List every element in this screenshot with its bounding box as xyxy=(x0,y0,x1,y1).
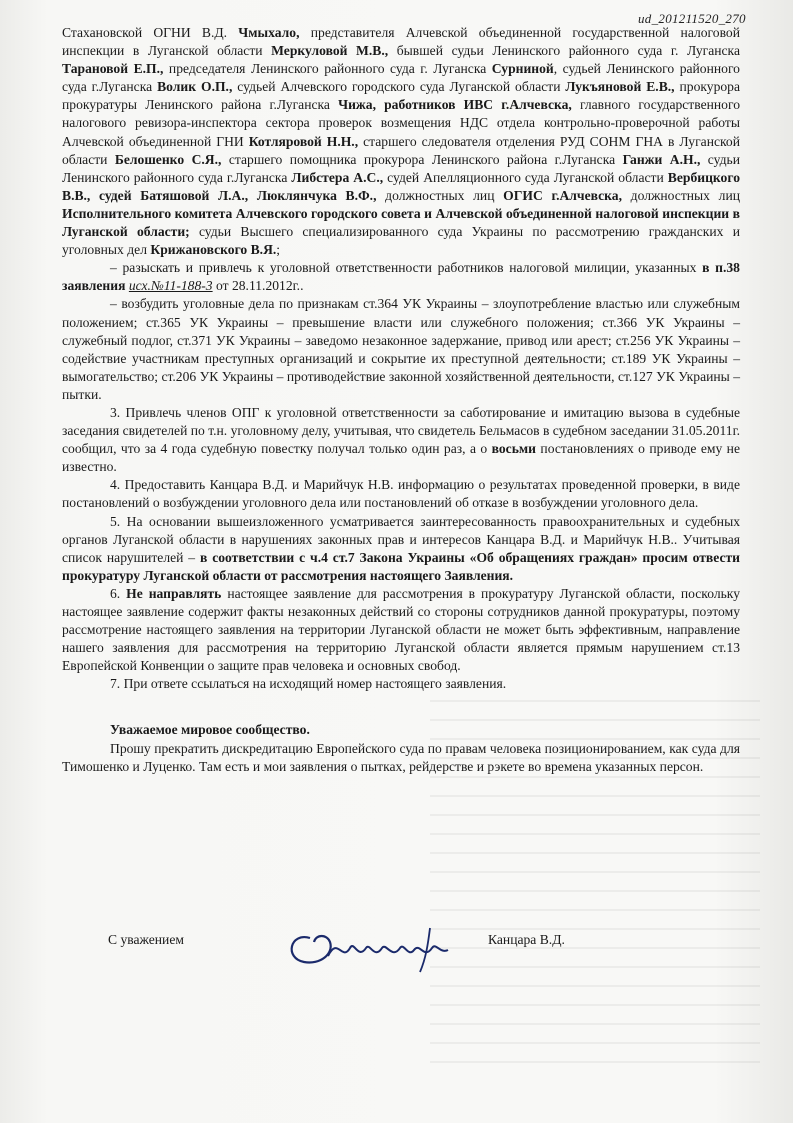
paragraph-text: председателя Ленинского районного суда г. Луганска xyxy=(163,61,492,77)
bold-text: восьми xyxy=(491,441,536,457)
paragraph-text: настоящее заявление для рассмотрения в прокуратуру Луганской области, поскольку настоящее заявление содержит факты незаконных действий со стороны сотрудников данной прокуратуры, поэтому рассмотрение настоящего заявления на территории Луганской области не может быть эффективным, направление нашего заявления для рассмотрения на территорию Луганской области является прямым нарушением ст.13 Европейской Конвенции о защите прав человека и основных свобод. xyxy=(62,585,741,674)
bold-name: Чижа, работников ИВС г.Алчевска, xyxy=(338,97,572,113)
paragraph-text: 6. xyxy=(110,585,127,601)
paragraph-text: судьи Ленинского районного суда г.Луганска xyxy=(62,151,740,185)
paragraph-text: Стахановской ОГНИ В.Д. xyxy=(62,25,239,40)
paragraph-text: должностных лиц xyxy=(376,187,504,203)
paragraph-item-7: 7. При ответе ссылаться на исходящий номер настоящего заявления. xyxy=(110,676,507,692)
paragraph-text: , судьей Ленинского районного суда г.Луганска xyxy=(62,61,740,95)
paragraph-text: судей Апелляционного суда Луганской области xyxy=(383,169,668,185)
paragraph-text: ; xyxy=(276,242,281,258)
bold-name: Тарановой Е.П., xyxy=(62,61,164,77)
bold-name: Лукъяновой Е.В., xyxy=(565,79,675,95)
bold-name: Крижановского В.Я. xyxy=(150,242,277,258)
paragraph-text: от 28.11.2012г.. xyxy=(212,278,304,294)
paragraph-item-6 xyxy=(62,585,740,675)
paragraph-text: бывшей судьи Ленинского районного суда г. Луганска xyxy=(388,43,740,59)
bold-name: Вербицкого В.В., судей Батяшовой Л.А., Люклянчука В.Ф., xyxy=(62,169,740,203)
paragraph-text: прокурора прокуратуры Ленинского района г.Луганска xyxy=(62,79,741,113)
paragraph-text: судьей Алчевского городского суда Луганской области xyxy=(232,79,566,95)
bold-name: Чмыхало, xyxy=(238,25,300,40)
paragraph-text: старшего следователя отделения РУД СОНМ ГНА в Луганской области xyxy=(62,133,740,167)
paragraph-officials-list xyxy=(62,24,740,259)
bold-text: в соответствии с ч.4 ст.7 Закона Украины «Об обращениях граждан» просим отвести прокуратуру Луганской области от рассмотрения настоящего Заявления. xyxy=(62,549,740,583)
greeting-heading: Уважаемое мировое сообщество. xyxy=(110,722,310,738)
paragraph-text: 3. Привлечь членов ОПГ к уголовной ответственности за саботирование и имитацию вызова в судебные заседания свидетелей по т.н. уголовному делу, учитывая, что свидетель Бельмасов в судебном заседании 31.05.2011г. сообщил, что за 4 года судебную повестку получал только один раз, а о xyxy=(62,404,741,457)
paragraph-criminal-cases: – возбудить уголовные дела по признакам ст.364 УК Украины – злоупотребление властью или служебным положением; ст.365 УК Украины – превышение власти или служебного положения; ст.366 УК Украины – служебный подлог, ст.371 УК Украины – заведомо незаконное задержание, привод или арест; ст.256 УК Украины – содействие участникам преступных организаций и сокрытие их преступной деятельности; ст.189 УК Украины – вымогательство; ст.206 УК Украины – противодействие законной хозяйственной деятельности, ст.127 УК Украины – пытки. xyxy=(62,296,740,402)
document-id: ud_201211520_270 xyxy=(638,11,746,26)
paragraph-item-5 xyxy=(62,513,740,585)
bold-text: в п.38 заявления xyxy=(62,260,740,294)
document-body xyxy=(62,24,740,776)
paragraph-text: представителя Алчевской объединенной государственной налоговой инспекции в Луганской области xyxy=(62,25,740,59)
bold-name: Волик О.П., xyxy=(157,79,233,95)
paragraph-text: судьи Высшего специализированного суда Украины по рассмотрению гражданских и уголовных дел xyxy=(62,224,740,258)
paragraph-text: главного государственного налогового ревизора-инспектора сектора проверок возмещения НДС отдела контрольно-проверочной работы Алчевской объединенной ГНИ xyxy=(62,97,741,149)
bold-name: Либстера А.С., xyxy=(291,169,384,185)
bold-name: Меркуловой М.В., xyxy=(271,43,389,59)
signatory-name: Канцара В.Д. xyxy=(488,932,565,947)
paragraph-text: старшего помощника прокурора Ленинского района г.Луганска xyxy=(221,151,623,167)
paragraph-tax-police xyxy=(62,259,740,295)
paragraph-item-4: 4. Предоставить Канцара В.Д. и Марийчук Н.В. информацию о результатах проведенной проверки, в виде постановлений о возбуждении уголовного дела или постановлений об отказе в возбуждении уголовного дела. xyxy=(62,477,740,511)
bold-name: Ганжи А.Н., xyxy=(622,151,701,167)
paragraph-text: постановлениях о приводе ему не известно. xyxy=(62,441,740,475)
bold-name: ОГИС г.Алчевска, xyxy=(503,187,622,203)
paragraph-text: 5. На основании вышеизложенного усматривается заинтересованность правоохранительных и судебных органов Луганской области в нарушениях законных прав и интересов Канцара В.Д. и Марийчук Н.В.. Учитывая список нарушителей – xyxy=(62,513,740,565)
bold-name: Сурниной xyxy=(491,61,554,77)
reference-number: исх.№11-188-3 xyxy=(128,278,213,294)
paragraph-item-3 xyxy=(62,404,740,476)
signature-block xyxy=(108,918,668,978)
closing-phrase: С уважением xyxy=(108,932,184,947)
bold-name: Котляровой Н.Н., xyxy=(248,133,359,149)
bold-name: Белошенко С.Я., xyxy=(114,151,222,167)
paragraph-text: – разыскать и привлечь к уголовной ответственности работников налоговой милиции, указанных xyxy=(110,260,703,276)
paragraph-request: Прошу прекратить дискредитацию Европейского суда по правам человека позиционированием, как суда для Тимошенко и Луценко. Там есть и мои заявления о пытках, рейдерстве и рэкете во времена указанных персон. xyxy=(62,740,740,774)
bold-name: Исполнительного комитета Алчевского городского совета и Алчевской объединенной налоговой инспекции в Луганской области; xyxy=(62,205,740,240)
bold-text: Не направлять xyxy=(126,585,222,601)
handwritten-signature xyxy=(280,918,470,974)
paragraph-text: должностных лиц xyxy=(622,187,740,203)
